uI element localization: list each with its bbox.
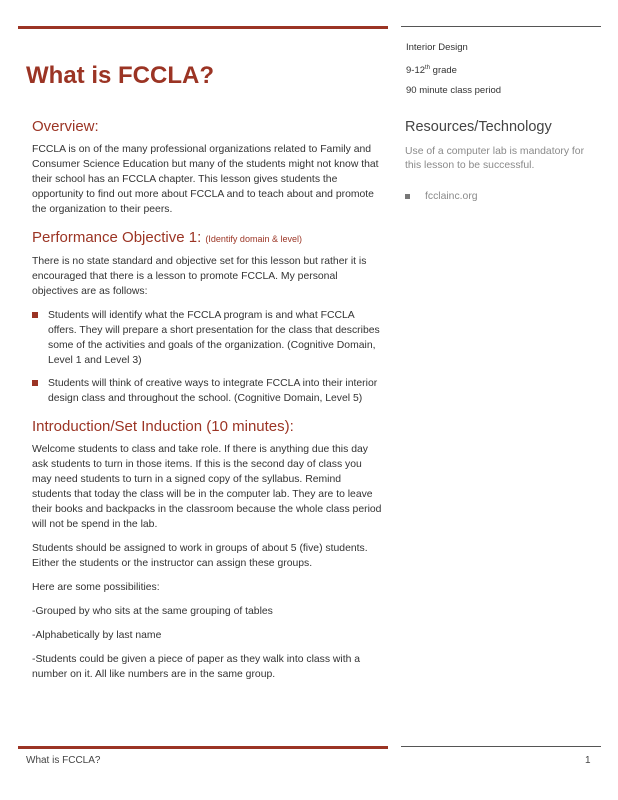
page-title: What is FCCLA? — [26, 62, 214, 89]
objective-bullet: Students will identify what the FCCLA program is and what FCCLA offers. They will prepare a short presentation for the class that describes some of the activities and goals of the organization. (Cognitive Domain, Level 1 and Level 3) — [32, 308, 382, 368]
bullet-square-icon — [32, 312, 38, 318]
objective-list — [32, 308, 382, 406]
objective-intro: There is no state standard and objective set for this lesson but rather it is encouraged that there is a lesson to promote FCCLA. My personal objectives are as follows: — [32, 256, 367, 297]
introduction-paragraph: Here are some possibilities: — [32, 582, 160, 593]
bottom-rule-sidebar — [401, 746, 601, 747]
introduction-heading: Introduction/Set Induction (10 minutes): — [32, 418, 294, 435]
resource-link[interactable]: fcclainc.org — [405, 191, 595, 202]
overview-text: FCCLA is on of the many professional organizations related to Family and Consumer Science Education but many of the students might not know that their school has an FCCLA chapter. This lesson gives students the opportunity to find out more about FCCLA and to teach about and promote the organization to their peers. — [32, 144, 379, 215]
bottom-rule-accent — [18, 746, 388, 749]
page-number: 1 — [585, 755, 591, 766]
introduction-paragraph: Welcome students to class and take role. If there is anything due this day ask students to turn in those items. If this is the second day of class you may need students to turn in a signed copy of the syllabus. Remind students that today the class will be in the computer lab. They are to leave their books and backpacks in the classroom because the whole class period will not be spend in the lab. — [32, 444, 382, 530]
objective-bullet: Students will think of creative ways to integrate FCCLA into their interior design class and throughout the school. (Cognitive Domain, Level 5) — [32, 376, 382, 406]
main-content — [32, 118, 382, 694]
introduction-section — [32, 418, 382, 682]
course-name: Interior Design — [406, 42, 468, 53]
introduction-paragraph: Students should be assigned to work in groups of about 5 (five) students. Either the students or the instructor can assign these groups. — [32, 543, 368, 569]
objective-heading: Performance Objective 1: (Identify domain & level) — [32, 229, 302, 246]
bullet-square-icon — [405, 194, 410, 199]
course-info — [406, 38, 501, 101]
objective-heading-note: (Identify domain & level) — [205, 234, 302, 244]
resources-list — [405, 191, 595, 202]
footer-title: What is FCCLA? — [26, 755, 101, 766]
objective-section — [32, 229, 382, 406]
introduction-paragraph: -Students could be given a piece of paper as they walk into class with a number on it. All like numbers are in the same group. — [32, 654, 361, 680]
class-period: 90 minute class period — [406, 85, 502, 97]
top-rule-accent — [18, 26, 388, 29]
top-rule-sidebar — [401, 26, 601, 27]
introduction-paragraph: -Alphabetically by last name — [32, 630, 162, 641]
resources-heading: Resources/Technology — [405, 119, 552, 135]
introduction-paragraph: -Grouped by who sits at the same grouping of tables — [32, 606, 273, 617]
bullet-square-icon — [32, 380, 38, 386]
overview-section — [32, 118, 382, 217]
grade-level: 9-12th grade — [406, 65, 457, 77]
overview-heading: Overview: — [32, 118, 99, 135]
resources-text: Use of a computer lab is mandatory for this lesson to be successful. — [405, 146, 585, 171]
resources-sidebar — [405, 118, 595, 202]
